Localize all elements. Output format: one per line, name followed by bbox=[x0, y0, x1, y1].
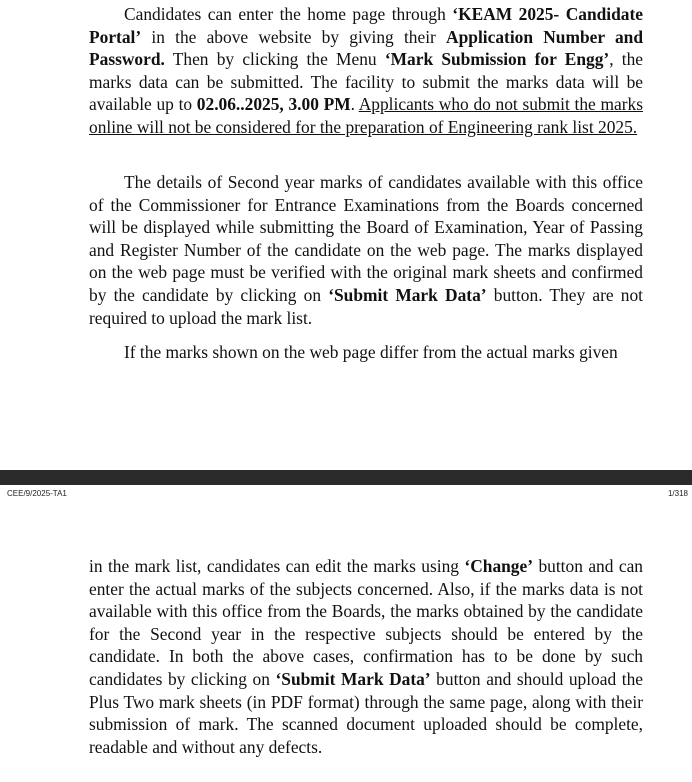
text: button. They are not required to upload the mark list. bbox=[89, 284, 643, 328]
paragraph-marks-differ bbox=[89, 341, 643, 364]
text: The details of Second year marks of candidates available with this office of the Commissioner for Entrance Examinations from the Boards concerned will be displayed while submitting the Board of Examination, Year of Passing and Register Number of the candidate on the web page. The marks displayed on the web page must be verified with the original mark sheets and confirmed by the candidate by clicking on bbox=[89, 172, 643, 305]
bold-text: ‘Mark Submission for Engg’ bbox=[384, 49, 610, 70]
page-number: 1/318 bbox=[667, 489, 688, 498]
paragraph-candidate-portal bbox=[89, 3, 643, 139]
document-page-bottom bbox=[0, 485, 692, 782]
deadline-text: 02.06..2025, 3.00 PM bbox=[196, 94, 351, 115]
paragraph-second-year-marks bbox=[89, 171, 643, 329]
bold-text: ‘Submit Mark Data’ bbox=[328, 284, 487, 305]
paragraph-edit-marks bbox=[89, 555, 643, 758]
text: . bbox=[350, 94, 359, 115]
text: in the above website by giving their bbox=[141, 26, 447, 47]
text: in the mark list, candidates can edit the marks using bbox=[89, 556, 465, 576]
underlined-warning: Applicants who do not submit the marks online will not be considered for the preparation of Engineering rank list 2025. bbox=[89, 94, 643, 137]
bold-text: ‘Change’ bbox=[464, 556, 534, 576]
bold-text: ‘KEAM 2025- Candidate Portal’ bbox=[89, 4, 643, 47]
document-reference: CEE/9/2025-TA1 bbox=[7, 489, 67, 498]
text: button and should upload the Plus Two mark sheets (in PDF format) through the same page, along with their submission of mark. The scanned document uploaded should be complete, readable and without any defects. bbox=[89, 668, 643, 757]
text: , the marks data can be submitted. The facility to submit the marks data will be available up to bbox=[89, 49, 643, 115]
bold-text: Application Number and Password. bbox=[89, 26, 644, 70]
text: button and can enter the actual marks of the subjects concerned. Also, if the marks data is not available with this office from the Boards, the marks obtained by the candidate for the Second year in the respective subjects should be entered by the candidate. In both the above cases, confirmation has to be done by such candidates by clicking on bbox=[89, 556, 643, 689]
text: If the marks shown on the web page differ from the actual marks given bbox=[124, 342, 618, 362]
bold-text: ‘Submit Mark Data’ bbox=[275, 668, 431, 689]
page-break-divider bbox=[0, 470, 692, 485]
text: Candidates can enter the home page through bbox=[124, 4, 453, 24]
text: Then by clicking the Menu bbox=[164, 49, 385, 70]
